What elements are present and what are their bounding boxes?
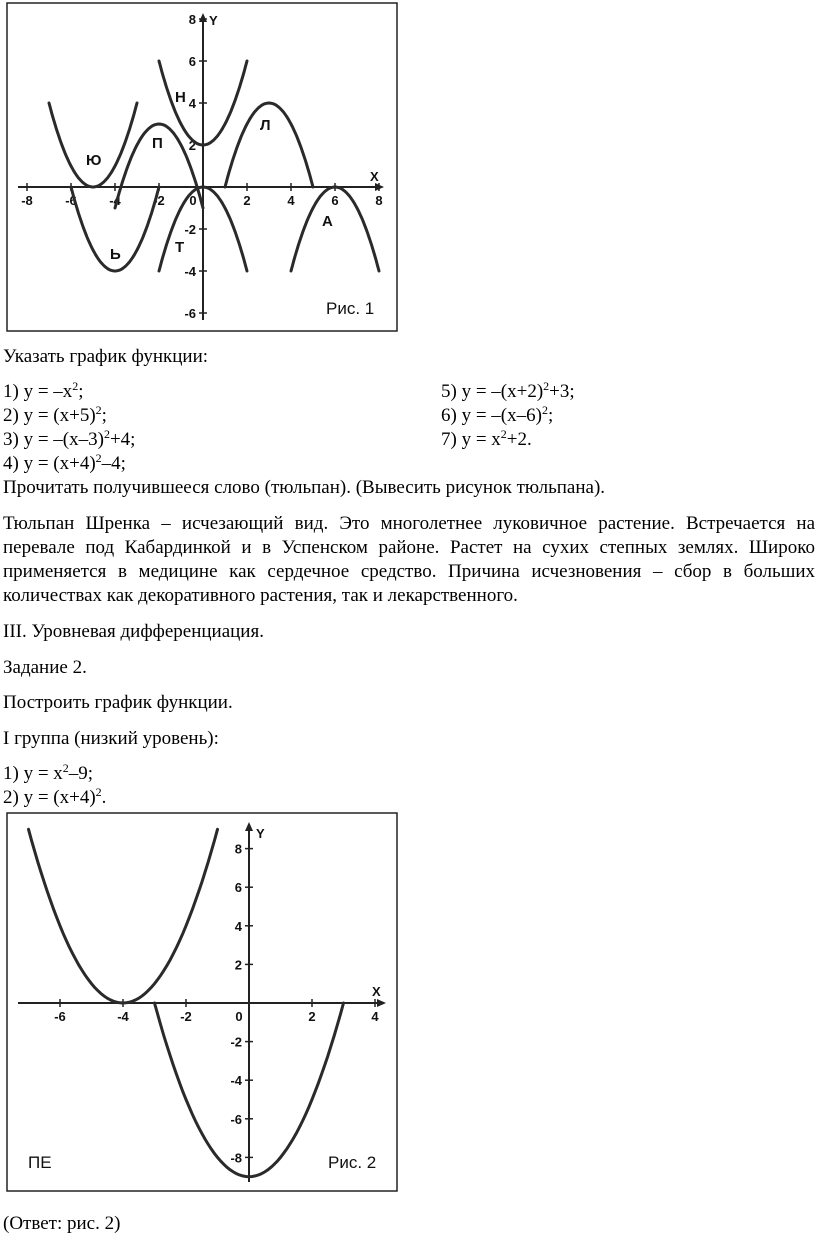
function-item-3: 3) $y = -(x-3)^2+4$; xyxy=(3,427,136,450)
curve-label-yu: Ю xyxy=(86,152,102,169)
fig1-y-tick-label: -2 xyxy=(184,222,196,237)
tulip-paragraph: Тюльпан Шренка – исчезающий вид. Это многолетнее луковичное растение. Встречается на перевале под Кабардинкой и в Успенском районе. Растет на сухих степных землях. Широко применяется в медицине как сердечное средство. Причина исчезновения – сбор в больших количествах как декоративного растения, так и лекарственного. xyxy=(3,513,815,606)
curve-label-soft-sign: Ь xyxy=(110,246,121,263)
figure-2-corner-label: ПЕ xyxy=(28,1153,52,1172)
fig1-y-tick-label: -4 xyxy=(184,264,196,279)
fig2-y-tick-label: 6 xyxy=(234,880,242,896)
fig2-y-tick-label: -2 xyxy=(230,1034,242,1050)
fig1-x-tick-label: -8 xyxy=(21,193,33,208)
figure-2-caption: Рис. 2 xyxy=(328,1153,377,1172)
y-axis-label: Y xyxy=(209,13,218,28)
fig2-x-tick-label: -4 xyxy=(117,1009,129,1024)
fig1-y-tick-label: 2 xyxy=(188,138,196,153)
fig1-y-tick-label: -6 xyxy=(184,306,196,321)
fig2-y-tick-label: -6 xyxy=(230,1111,242,1127)
curve-label-l: Л xyxy=(260,117,271,134)
fig1-x-tick-label: 2 xyxy=(243,193,251,208)
figure-2 xyxy=(6,812,398,1192)
task-2-item-2: 2) $y = (x+4)^2$. xyxy=(3,785,107,808)
curve-label-n: Н xyxy=(175,89,186,106)
task-2-title: Задание 2. xyxy=(3,657,87,678)
fig2-y-tick-label: -8 xyxy=(230,1150,242,1166)
fig1-x-tick-label: 8 xyxy=(375,193,383,208)
task-2-item-1: 1) $y = x^2-9$; xyxy=(3,761,94,784)
fig1-x-tick-label: 4 xyxy=(287,193,295,208)
fig1-x-tick-label: -4 xyxy=(109,193,121,208)
fig1-y-tick-label: 6 xyxy=(188,54,196,69)
function-item-4: 4) $y = (x+4)^2-4$; xyxy=(3,451,126,474)
fig2-y-tick-label: 2 xyxy=(234,957,242,973)
figure-1-graph xyxy=(6,2,398,332)
section-heading: III. Уровневая дифференциация. xyxy=(3,621,264,642)
fig1-y-tick-label: 4 xyxy=(188,96,196,111)
function-item-1: 1) $y = -x^2$; xyxy=(3,379,84,402)
fig2-x-tick-label: -6 xyxy=(54,1009,66,1024)
fig2-y-tick-label: 4 xyxy=(234,918,242,934)
fig1-x-tick-label: -6 xyxy=(65,193,77,208)
task-2-instruction: Построить график функции. xyxy=(3,692,233,713)
figure-2-graph xyxy=(6,812,398,1192)
y-axis-label: Y xyxy=(256,826,265,841)
fig2-x-tick-label: 4 xyxy=(371,1009,379,1024)
figure-1-caption: Рис. 1 xyxy=(326,299,375,318)
curve-label-a: А xyxy=(322,213,333,230)
fig1-x-tick-label: -2 xyxy=(153,193,165,208)
answer: (Ответ: рис. 2) xyxy=(3,1213,121,1234)
fig2-x-tick-label: 0 xyxy=(235,1009,243,1024)
curve-label-p: П xyxy=(152,135,163,152)
curve-label-t: Т xyxy=(175,239,185,256)
function-item-2: 2) $y = (x+5)^2$; xyxy=(3,403,107,426)
fig2-x-tick-label: -2 xyxy=(180,1009,192,1024)
fig2-y-tick-label: -4 xyxy=(230,1073,242,1089)
read-word-instruction: Прочитать получившееся слово (тюльпан). (Вывесить рисунок тюльпана). xyxy=(3,477,606,498)
fig1-x-tick-label: 0 xyxy=(189,193,197,208)
function-item-7: 7) $y = x^2+2$. xyxy=(441,427,532,450)
fig2-x-tick-label: 2 xyxy=(308,1009,316,1024)
function-item-6: 6) $y = -(x-6)^2$; xyxy=(441,403,554,426)
x-axis-label: X xyxy=(372,984,381,999)
fig1-y-tick-label: 8 xyxy=(188,12,196,27)
group-level: I группа (низкий уровень): xyxy=(3,728,219,749)
x-axis-label: X xyxy=(370,169,379,184)
figure-1 xyxy=(6,2,398,332)
task-1-prompt: Указать график функции: xyxy=(3,346,209,367)
function-item-5: 5) $y = -(x+2)^2+3$; xyxy=(441,379,575,402)
fig2-y-tick-label: 8 xyxy=(234,841,242,857)
fig1-x-tick-label: 6 xyxy=(331,193,339,208)
